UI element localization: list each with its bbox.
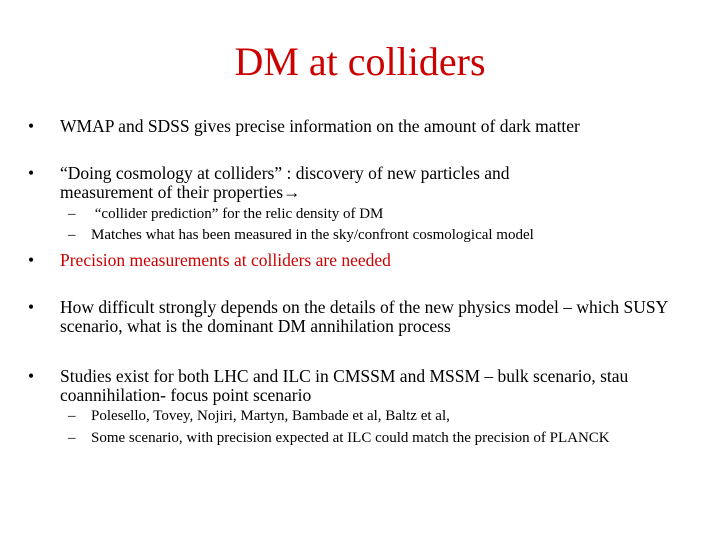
bullet-wmap-sdss [28, 117, 688, 136]
sub-bullet-marker: – [68, 408, 76, 424]
sub-bullet-relic-density [68, 206, 668, 223]
bullet-marker: • [28, 116, 35, 136]
sub-bullet-authors [68, 408, 668, 425]
sub-bullet-marker: – [68, 227, 76, 243]
bullet-text: “Doing cosmology at colliders” : discovery of new particles and measurement of their properties→ [60, 163, 510, 202]
sub-bullet-text: Matches what has been measured in the sky/confront cosmological model [91, 227, 534, 243]
bullet-text: WMAP and SDSS gives precise information on the amount of dark matter [60, 116, 580, 136]
slide-title: DM at colliders [234, 39, 486, 84]
sub-bullet-marker: – [68, 430, 76, 446]
sub-bullet-matches-sky [68, 227, 668, 244]
sub-bullet-text: Polesello, Tovey, Nojiri, Martyn, Bambade et al, Baltz et al, [91, 408, 450, 424]
sub-bullet-ilc-planck [68, 430, 648, 447]
bullet-marker: • [28, 366, 35, 386]
sub-bullet-marker: – [68, 206, 76, 222]
bullet-studies-exist [28, 367, 688, 405]
bullet-marker: • [28, 297, 35, 317]
bullet-precision-needed [28, 251, 688, 270]
sub-bullet-text: “collider prediction” for the relic density of DM [91, 206, 384, 222]
bullet-text: Precision measurements at colliders are needed [60, 250, 391, 270]
bullet-how-difficult [28, 298, 688, 336]
bullet-marker: • [28, 163, 35, 183]
bullet-text: Studies exist for both LHC and ILC in CMSSM and MSSM – bulk scenario, stau coannihilation- focus point scenario [60, 366, 629, 405]
sub-bullet-text: Some scenario, with precision expected at ILC could match the precision of PLANCK [91, 430, 610, 446]
bullet-text: How difficult strongly depends on the details of the new physics model – which SUSY scenario, what is the dominant DM annihilation process [60, 297, 668, 336]
bullet-marker: • [28, 250, 35, 270]
bullet-doing-cosmology [28, 164, 588, 202]
